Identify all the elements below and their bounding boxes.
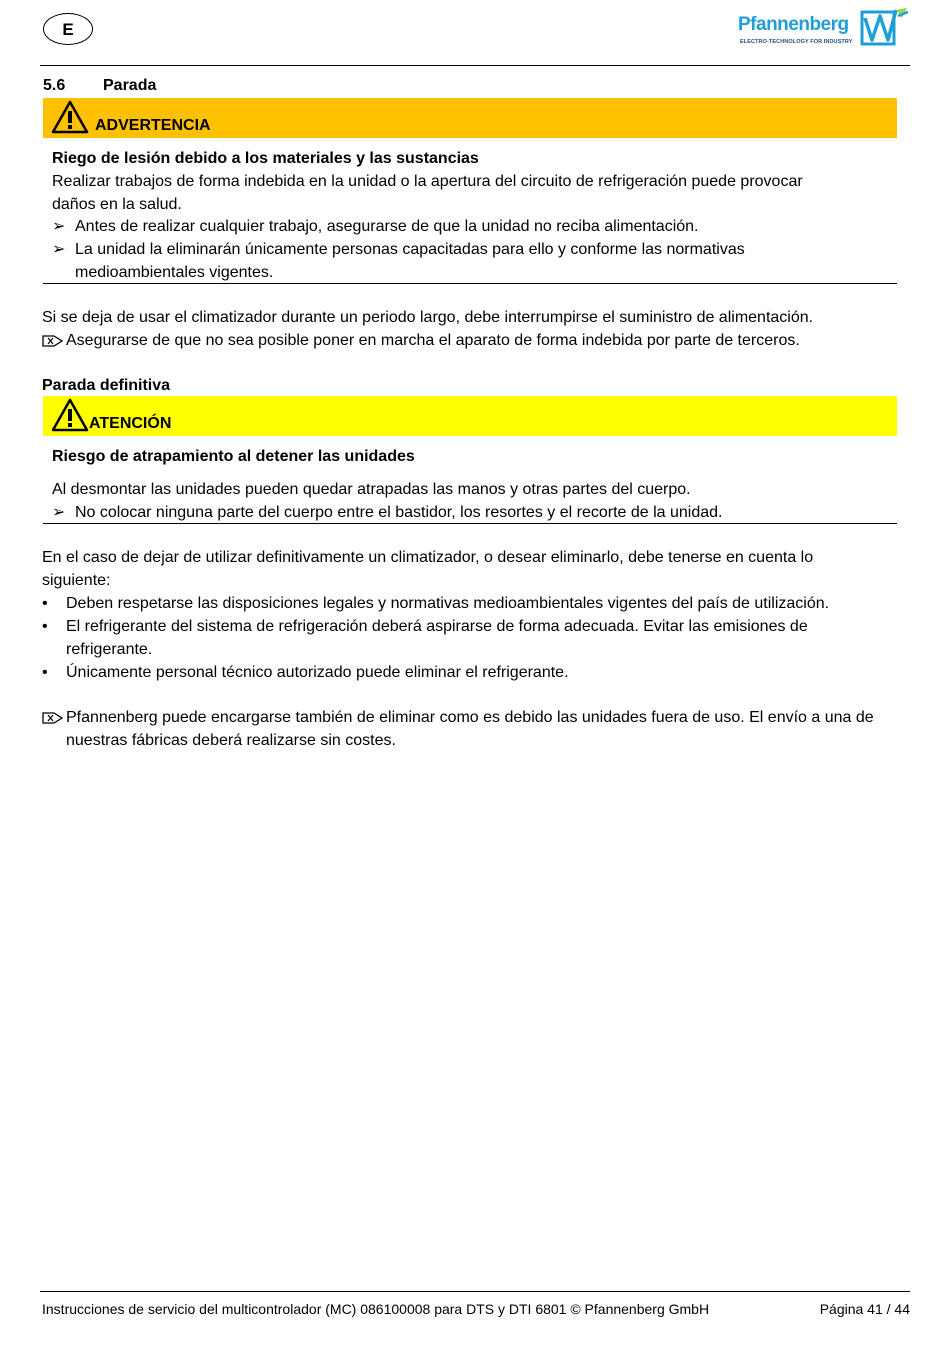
- note: [42, 329, 904, 352]
- warning-banner: [43, 98, 897, 138]
- caution-heading: Riesgo de atrapamiento al detener las unidades: [52, 448, 415, 465]
- warning-triangle-icon: [51, 100, 89, 134]
- pointing-hand-icon: [42, 335, 64, 347]
- footer-rule: [40, 1291, 910, 1292]
- caution-banner: [43, 396, 897, 436]
- warning-heading: Riego de lesión debido a los materiales y las sustancias: [52, 150, 479, 167]
- warning-item: [52, 238, 812, 284]
- note: [42, 706, 904, 752]
- note-text: Asegurarse de que no sea posible poner en marcha el aparato de forma indebida por parte de terceros.: [66, 332, 800, 349]
- bullet-dot-icon: •: [42, 664, 48, 681]
- caution-text: Al desmontar las unidades pueden quedar atrapadas las manos y otras partes del cuerpo.: [52, 481, 691, 498]
- bullet-dot-icon: •: [42, 595, 48, 612]
- section-title: [43, 74, 156, 97]
- logo-tagline: ELECTRO-TECHNOLOGY FOR INDUSTRY: [740, 39, 853, 45]
- logo-mark-icon: [860, 6, 910, 46]
- logo-text: Pfannenberg: [738, 14, 849, 35]
- footer-document-info: Instrucciones de servicio del multicontrolador (MC) 086100008 para DTS y DTI 6801 © Pfannenberg GmbH: [42, 1301, 710, 1317]
- subsection-title: Parada definitiva: [42, 377, 171, 394]
- note-text: Pfannenberg puede encargarse también de eliminar como es debido las unidades fuera de uso. El envío a una de nuestras fábricas deberá realizarse sin costes.: [66, 709, 874, 749]
- paragraph-long-term: Si se deja de usar el climatizador durante un periodo largo, debe interrumpirse el suministro de alimentación.: [42, 309, 814, 326]
- caution-item-text: No colocar ninguna parte del cuerpo entre el bastidor, los resortes y el recorte de la unidad.: [75, 504, 723, 521]
- arrow-bullet-icon: ➢: [52, 218, 66, 235]
- warning-text-line2: daños en la salud.: [52, 196, 182, 213]
- warning-item-text: La unidad la eliminarán únicamente personas capacitadas para ello y conforme las normativas medioambientales vigentes.: [75, 241, 745, 281]
- language-badge: E: [43, 13, 93, 45]
- warning-label: ADVERTENCIA: [95, 117, 211, 134]
- paragraph-decommission: [42, 546, 882, 592]
- list-item: [42, 661, 904, 684]
- warning-item-text: Antes de realizar cualquier trabajo, asegurarse de que la unidad no reciba alimentación.: [75, 218, 699, 235]
- page-number: Página 41 / 44: [819, 1301, 910, 1317]
- warning-text-line1: Realizar trabajos de forma indebida en la unidad o la apertura del circuito de refrigeración puede provocar: [52, 173, 803, 190]
- section-number: 5.6: [43, 77, 66, 94]
- bullet-dot-icon: •: [42, 618, 48, 635]
- arrow-bullet-icon: ➢: [52, 241, 66, 258]
- list-item-text: Deben respetarse las disposiciones legales y normativas medioambientales vigentes del país de utilización.: [66, 595, 830, 612]
- paragraph-decommission-text: En el caso de dejar de utilizar definitivamente un climatizador, o desear eliminarlo, debe tenerse en cuenta lo siguiente:: [42, 549, 814, 589]
- caution-item: [52, 501, 892, 524]
- pfannenberg-logo: [738, 6, 910, 48]
- header-rule: [40, 65, 910, 66]
- pointing-hand-icon: [42, 712, 64, 724]
- warning-item: [52, 215, 892, 238]
- arrow-bullet-icon: ➢: [52, 504, 66, 521]
- caution-label: ATENCIÓN: [89, 415, 172, 432]
- list-item-text: Únicamente personal técnico autorizado puede eliminar el refrigerante.: [66, 664, 569, 681]
- warning-triangle-icon: [51, 398, 89, 432]
- section-heading: Parada: [103, 77, 157, 94]
- list-item-text: El refrigerante del sistema de refrigeración deberá aspirarse de forma adecuada. Evitar las emisiones de refrigerante.: [66, 618, 808, 658]
- list-item: [42, 592, 904, 615]
- list-item: [42, 615, 872, 661]
